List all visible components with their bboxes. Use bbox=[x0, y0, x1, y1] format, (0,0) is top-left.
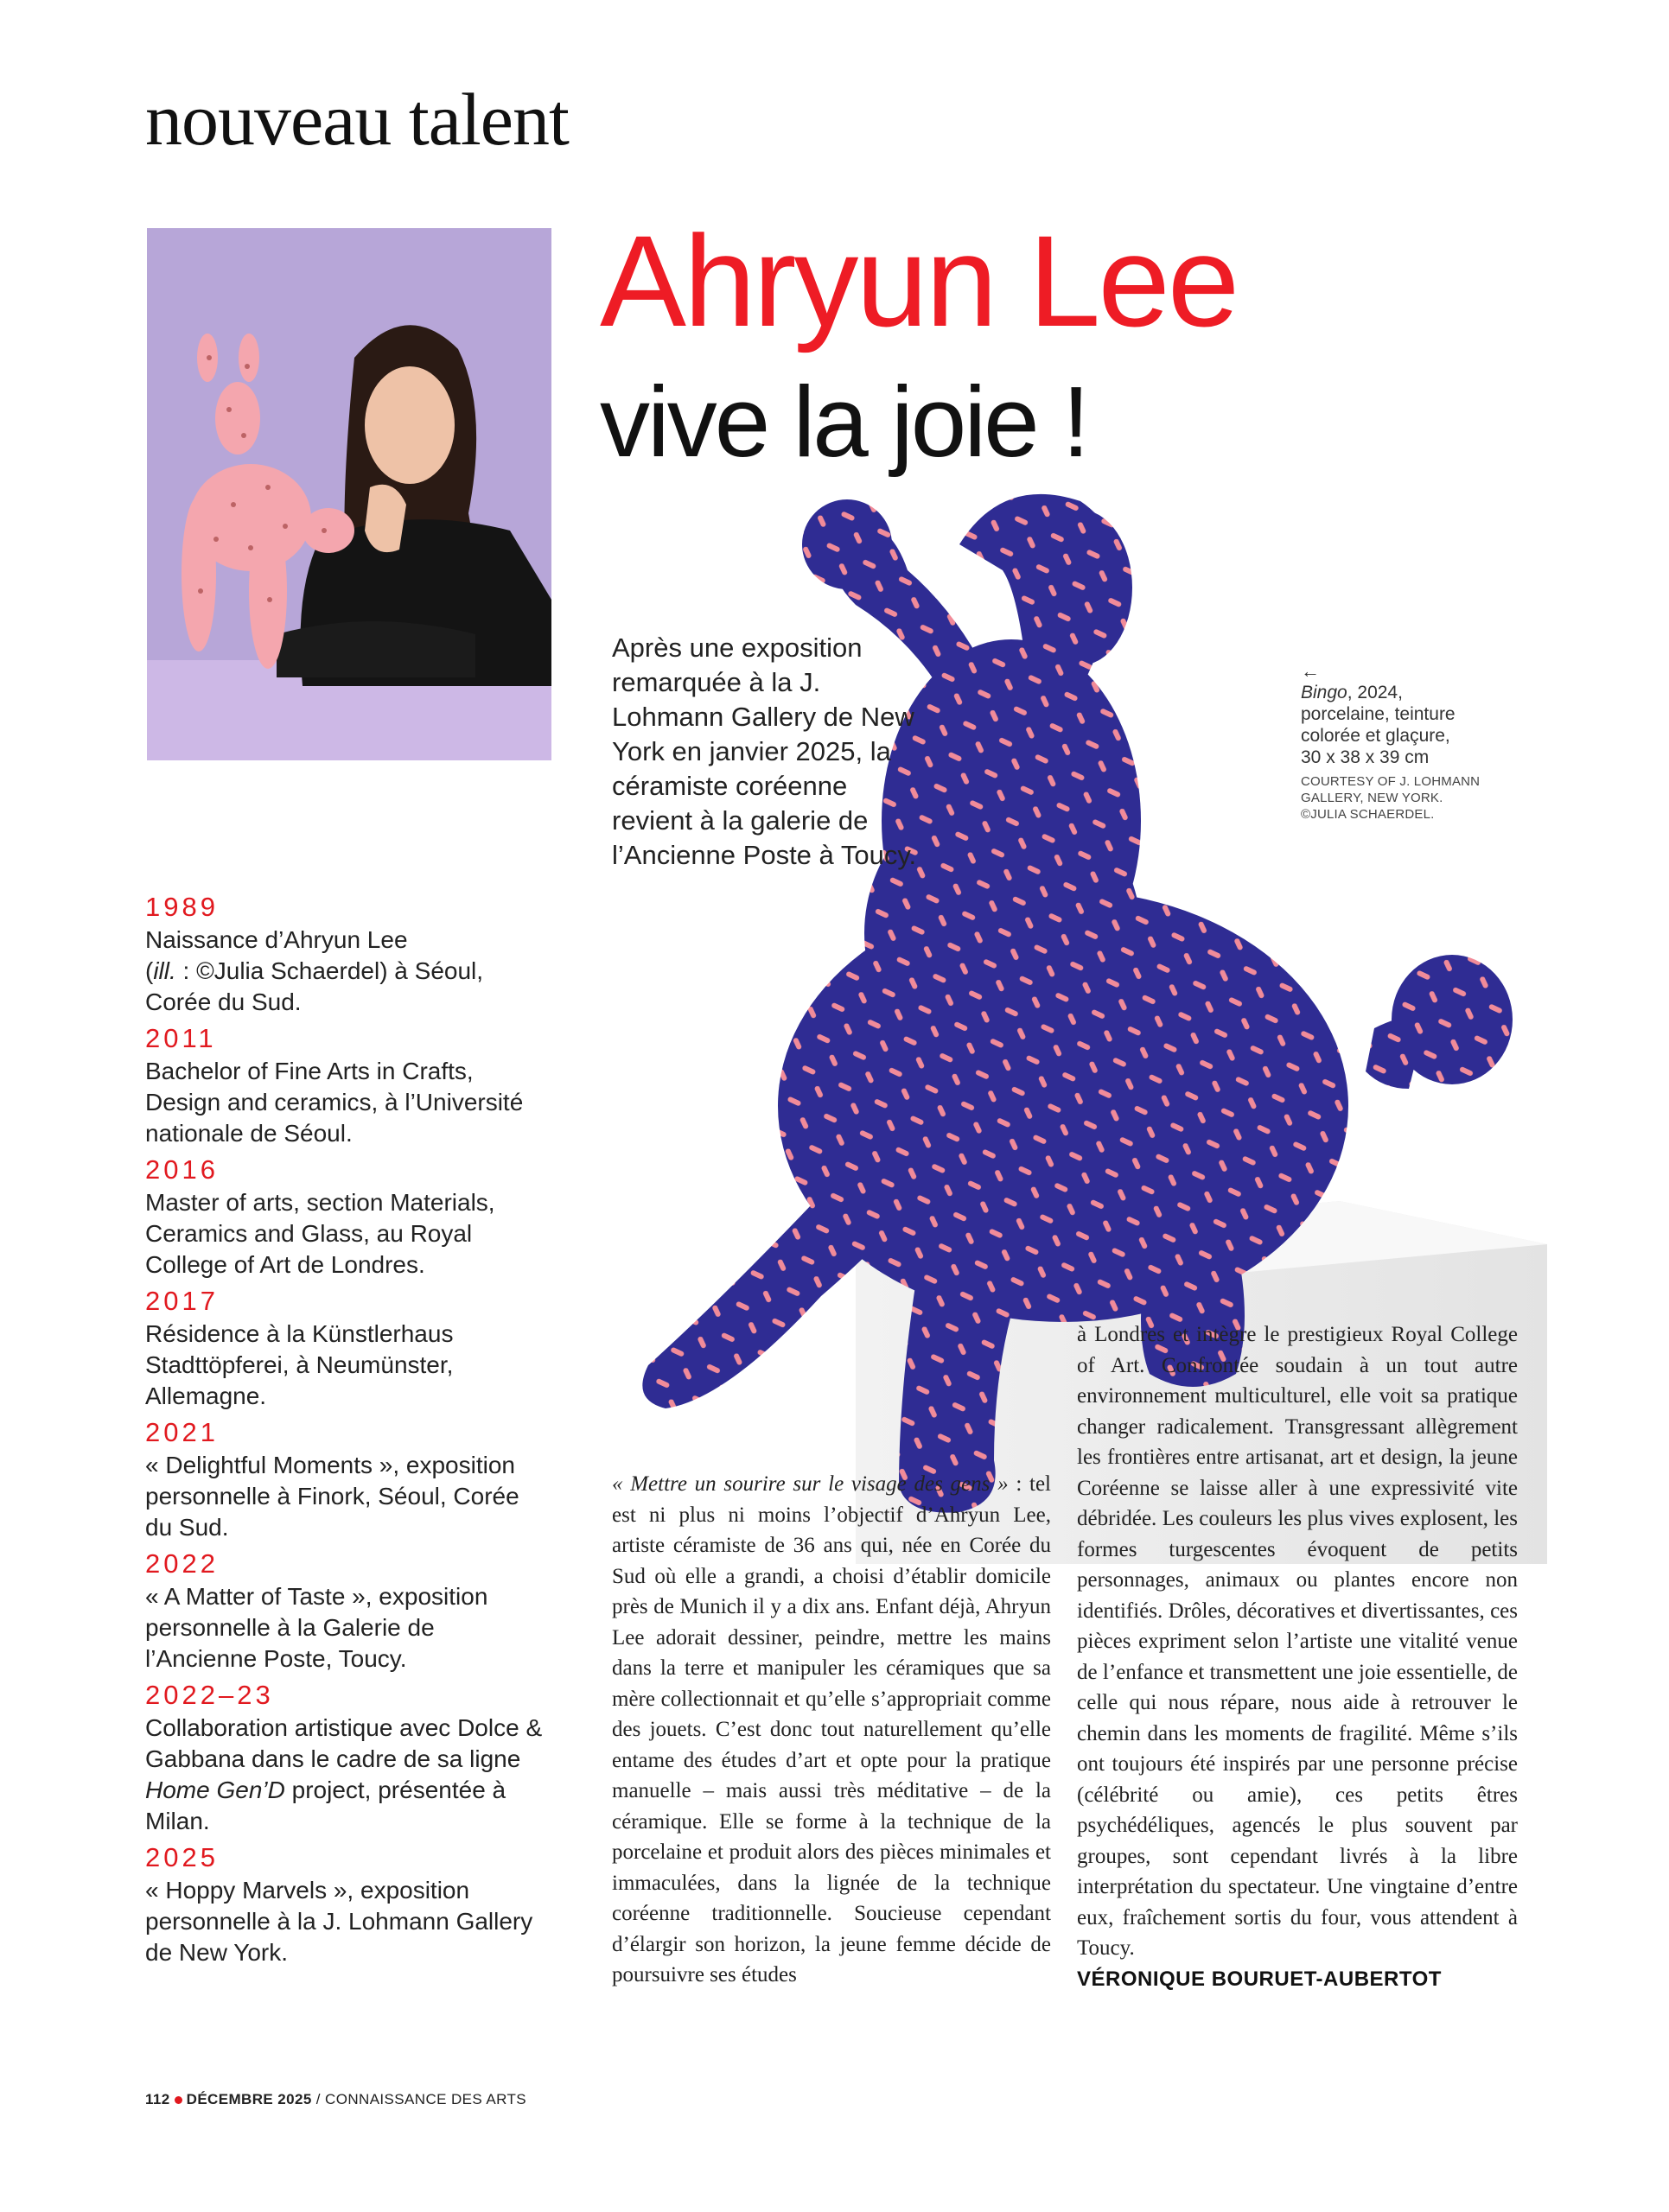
body-paragraph: à Londres et intègre le prestigieux Royal College of Art. Confrontée soudain à un tout autre environnement multiculturel, elle voit sa pratique changer radicalement. Transgressant allègrement les frontières entre artisanat, art et design, la jeune Coréenne se laisse aller à une expressivité vite débridée. Les couleurs les plus vives explosent, les formes turgescentes évoquent de petits personnages, animaux ou plantes encore non identifiés. Drôles, décoratives et divertissantes, ces pièces expriment selon l’artiste une vitalité venue de l’enfance et transmettent une joie essentielle, de celle qui nous répare, nous aide à retrouver le chemin dans les moments de fragilité. Même s’ils ont toujours été inspirés par une personne précise (célébrité ou amie), ces petits êtres psychédéliques, agencés le plus souvent par groupes, sont cependant livrés à la libre interprétation du spectateur. Une vingtaine d’entre eux, fraîchement sortis du four, vous attendent à Toucy. bbox=[1077, 1323, 1518, 1960]
magazine-name: / CONNAISSANCE DES ARTS bbox=[311, 2091, 526, 2107]
timeline-entry bbox=[145, 1415, 551, 1543]
timeline-text: « A Matter of Taste », exposition personnelle à la Galerie de l’Ancienne Poste, Toucy. bbox=[145, 1583, 488, 1672]
caption-credit bbox=[1301, 773, 1526, 823]
opening-quote: « Mettre un sourire sur le visage des gens » bbox=[612, 1472, 1009, 1496]
timeline-entry bbox=[145, 1547, 551, 1675]
author-signature: VÉRONIQUE BOURUET-AUBERTOT bbox=[1077, 1967, 1442, 1991]
timeline-year: 2022–23 bbox=[145, 1680, 274, 1710]
timeline-year: 2021 bbox=[145, 1417, 219, 1447]
article-title: Ahryun Lee bbox=[600, 208, 1238, 353]
page-number: 112 bbox=[145, 2091, 170, 2107]
timeline-year: 2016 bbox=[145, 1154, 219, 1185]
timeline-entry bbox=[145, 1678, 551, 1837]
timeline-year: 2022 bbox=[145, 1548, 219, 1579]
timeline-year: 1989 bbox=[145, 892, 219, 922]
timeline-year: 2011 bbox=[145, 1023, 217, 1053]
timeline-text: « Delightful Moments », exposition personnelle à Finork, Séoul, Corée du Sud. bbox=[145, 1452, 519, 1541]
timeline-entry bbox=[145, 1284, 551, 1412]
timeline-year: 2025 bbox=[145, 1842, 219, 1872]
caption-artwork-title: Bingo bbox=[1301, 683, 1347, 702]
page-footer bbox=[145, 2091, 526, 2108]
caption-date: , 2024, bbox=[1347, 683, 1403, 702]
artist-portrait-photo bbox=[147, 228, 551, 760]
timeline-year: 2017 bbox=[145, 1286, 219, 1316]
credit-line-2: GALLERY, NEW YORK. bbox=[1301, 791, 1443, 805]
timeline-entry bbox=[145, 890, 551, 1018]
credit-line-1: COURTESY OF J. LOHMANN bbox=[1301, 774, 1481, 789]
body-paragraph: « Mettre un sourire sur le visage des gens » : tel est ni plus ni moins l’objectif d’Ahryun Lee, artiste céramiste de 36 ans qui, née en Corée du Sud où elle a grandi, a choisi d’établir domicile près de Munich il y a dix ans. Enfant déjà, Ahryun Lee adorait dessiner, peindre, mettre les mains dans la terre et manipuler les céramiques que sa mère collectionnait et qu’elle s’appropriait comme des jouets. C’est donc tout naturellement qu’elle entame des études d’art et opte pour la pratique manuelle – mais aussi très méditative – de la céramique. Elle se forme à la technique de la porcelaine et produit alors des pièces minimales et immaculées, dans la lignée de la technique coréenne traditionnelle. Soucieuse cependant d’élargir son horizon, la jeune femme décide de poursuivre ses études bbox=[612, 1472, 1052, 1986]
timeline-entry bbox=[145, 1153, 551, 1281]
section-rubric: nouveau talent bbox=[145, 78, 569, 161]
body-column-2 bbox=[1077, 1319, 1518, 1994]
article-intro bbox=[612, 631, 923, 873]
intro-text: Après une exposition remarquée à la J. Lohmann Gallery de New York en janvier 2025, la céramiste coréenne revient à la galerie de l’Ancienne Poste à Toucy. bbox=[612, 632, 917, 870]
body-column-1 bbox=[612, 1469, 1051, 1991]
timeline-text: « Hoppy Marvels », exposition personnelle à la J. Lohmann Gallery de New York. bbox=[145, 1877, 533, 1966]
timeline-entry bbox=[145, 1021, 551, 1149]
timeline-entry bbox=[145, 1840, 551, 1968]
caption-line-1 bbox=[1301, 682, 1526, 703]
caption-line-2: porcelaine, teinture bbox=[1301, 704, 1456, 724]
biography-timeline bbox=[145, 890, 551, 1972]
timeline-text: Naissance d’Ahryun Lee (ill. : ©Julia Schaerdel) à Séoul, Corée du Sud. bbox=[145, 926, 484, 1015]
bullet-icon bbox=[175, 2096, 182, 2104]
timeline-text: Bachelor of Fine Arts in Crafts, Design and ceramics, à l’Université nationale de Séoul. bbox=[145, 1058, 524, 1147]
article-subtitle: vive la joie ! bbox=[600, 365, 1088, 478]
arrow-left-icon: ← bbox=[1301, 660, 1320, 682]
timeline-text: Collaboration artistique avec Dolce & Gabbana dans le cadre de sa ligne Home Gen’D project, présentée à Milan. bbox=[145, 1714, 543, 1834]
issue-date: DÉCEMBRE 2025 bbox=[186, 2091, 312, 2107]
timeline-text: Master of arts, section Materials, Ceramics and Glass, au Royal College of Art de Londres. bbox=[145, 1189, 495, 1278]
credit-line-3: ©JULIA SCHAERDEL. bbox=[1301, 807, 1435, 822]
timeline-text: Résidence à la Künstlerhaus Stadttöpferei, à Neumünster, Allemagne. bbox=[145, 1320, 454, 1409]
photo-caption bbox=[1301, 660, 1526, 823]
caption-line-3: colorée et glaçure, bbox=[1301, 726, 1450, 746]
caption-dimensions: 30 x 38 x 39 cm bbox=[1301, 747, 1430, 767]
